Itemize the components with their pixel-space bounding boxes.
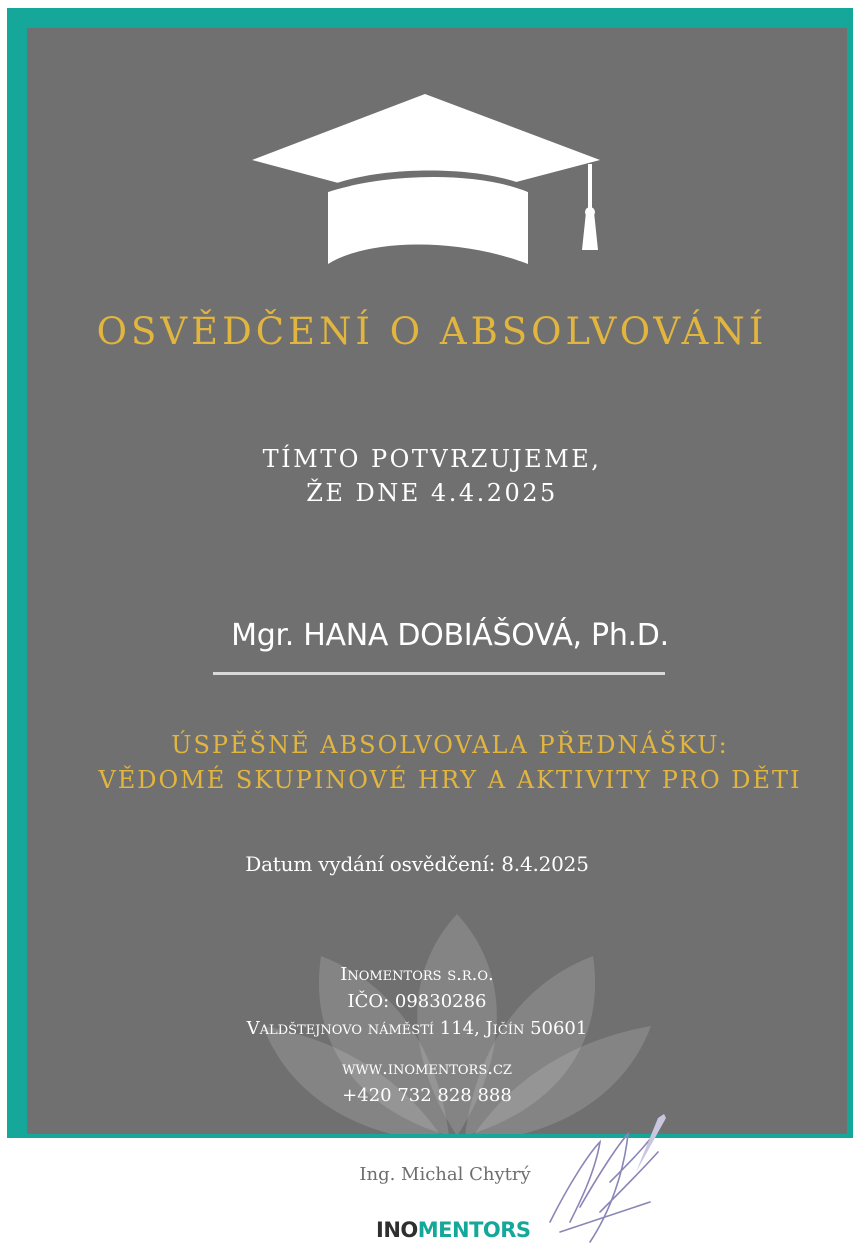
certificate-title: OSVĚDČENÍ O ABSOLVOVÁNÍ: [96, 310, 768, 353]
logo-part-ino: INO: [376, 1218, 418, 1242]
company-info: [0, 961, 834, 1042]
course-text: [0, 728, 864, 798]
company-address: Valdštejnovo náměstí 114, Jičín 50601: [246, 1018, 588, 1039]
signature-image: [540, 1112, 680, 1258]
confirmation-line-2: ŽE DNE 4.4.2025: [306, 479, 558, 507]
signer-name: Ing. Michal Chytrý: [359, 1164, 531, 1185]
course-line-2: VĚDOMÉ SKUPINOVÉ HRY A AKTIVITY PRO DĚTI: [98, 766, 802, 794]
company-phone: +420 732 828 888: [342, 1085, 512, 1106]
company-name: Inomentors s.r.o.: [340, 964, 494, 985]
company-ico: IČO: 09830286: [347, 991, 487, 1012]
recipient-name: Mgr. HANA DOBIÁŠOVÁ, Ph.D.: [231, 618, 669, 653]
company-contact: [0, 1055, 854, 1109]
confirmation-text: [0, 442, 864, 510]
course-line-1: ÚSPĚŠNĚ ABSOLVOVALA PŘEDNÁŠKU:: [171, 731, 729, 759]
company-website: www.inomentors.cz: [342, 1058, 512, 1079]
logo-part-mentors: MENTORS: [417, 1218, 531, 1242]
issue-date: Datum vydání osvědčení: 8.4.2025: [245, 852, 589, 876]
confirmation-line-1: TÍMTO POTVRZUJEME,: [262, 445, 602, 473]
inomentors-logo: [376, 1218, 531, 1248]
name-underline: [213, 672, 665, 675]
graduation-cap-icon: [250, 88, 610, 268]
